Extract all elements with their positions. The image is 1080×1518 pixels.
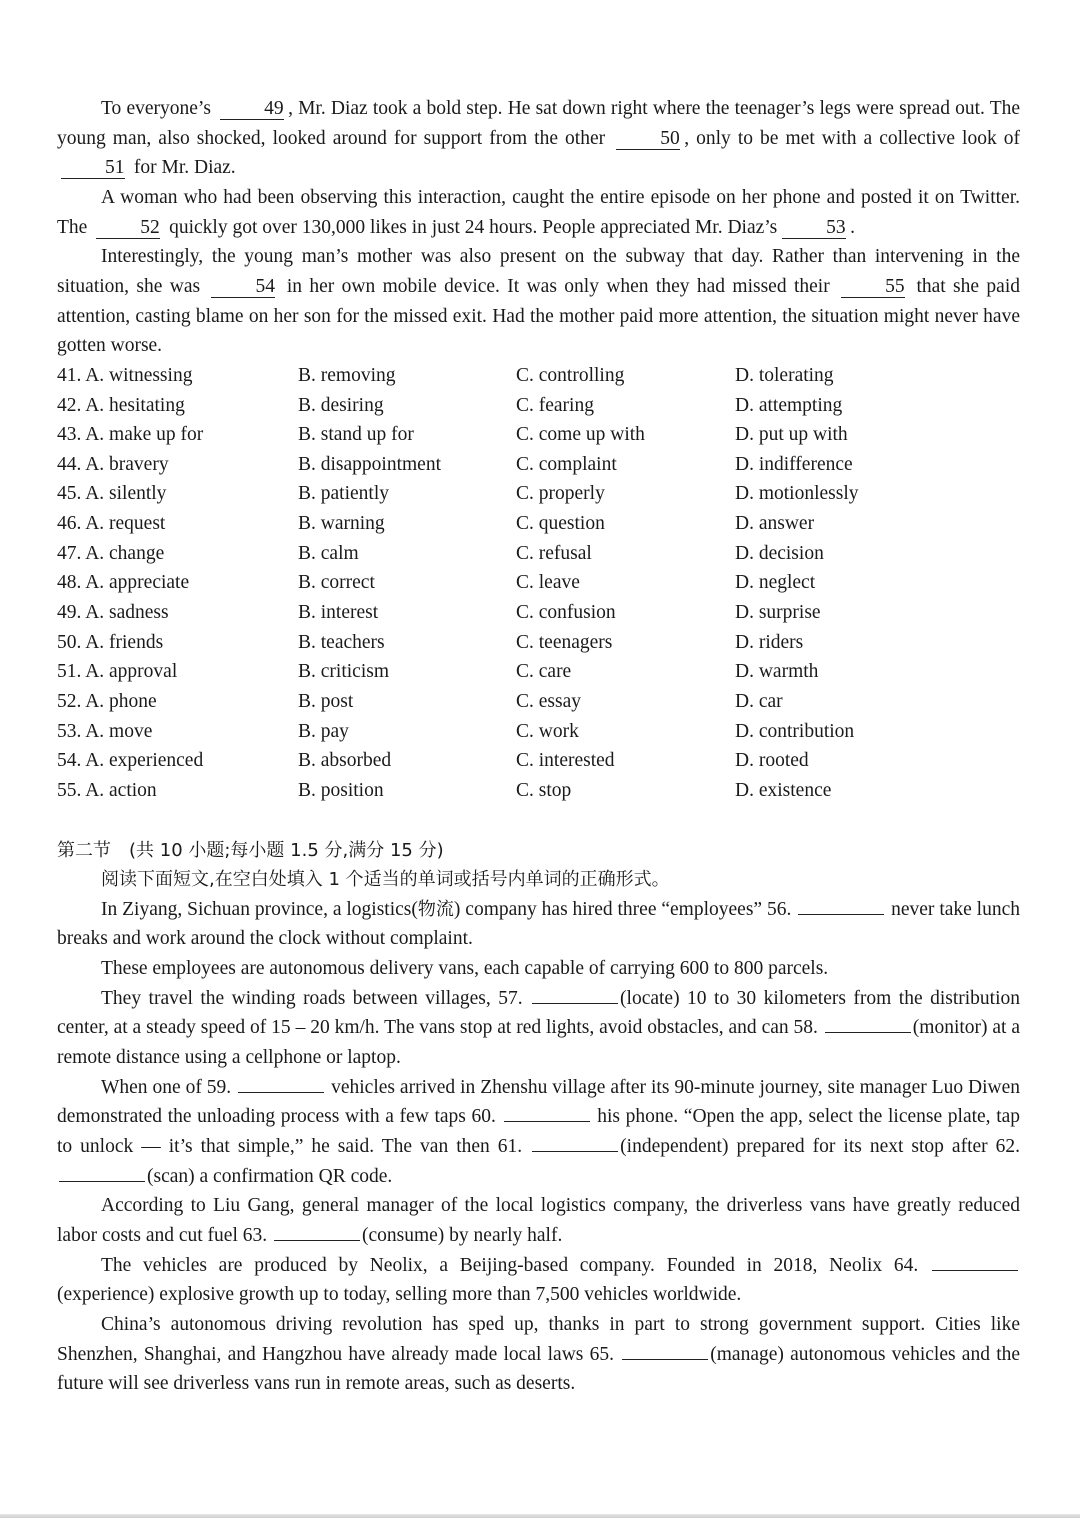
option-d: D. existence	[735, 779, 832, 801]
option-b: B. absorbed	[298, 750, 392, 772]
text: To everyone’s	[101, 98, 211, 119]
option-a-text: A. change	[85, 542, 165, 564]
option-a	[57, 539, 298, 569]
option-row-49	[57, 598, 1020, 628]
text: (experience) explosive growth up to today, selling more than 7,500 vehicles worldwide.	[57, 1284, 742, 1306]
text: When one of 59.	[101, 1076, 232, 1098]
option-b: B. teachers	[298, 631, 385, 653]
text: his phone. “Open the app, select the license plate, tap to unlock — it’s that simple,” he said. The van then 61.	[57, 1106, 1021, 1158]
option-a-text: A. bravery	[85, 453, 169, 475]
blank-51: 51	[61, 158, 125, 179]
option-a-text: A. approval	[85, 661, 178, 683]
option-d: D. tolerating	[735, 364, 834, 386]
text: vehicles arrived in Zhenshu village after its 90-minute journey, site manager Luo Diwen demonstrated the unloading process with a few taps 60.	[57, 1076, 1021, 1128]
cloze-paragraph-2	[57, 183, 1020, 242]
section-2-instruction: 阅读下面短文,在空白处填入 1 个适当的单词或括号内单词的正确形式。	[101, 869, 670, 891]
text: in her own mobile device. It was only when they had missed their	[286, 275, 830, 297]
text: In Ziyang, Sichuan province, a logistics(	[101, 898, 418, 920]
question-number: 53.	[57, 720, 82, 742]
blank-50: 50	[616, 129, 680, 150]
option-b: B. removing	[298, 364, 396, 386]
option-b: B. interest	[298, 602, 379, 624]
option-a	[57, 361, 298, 391]
option-c: C. teenagers	[516, 631, 613, 653]
option-a	[57, 746, 298, 776]
page-edge-divider	[0, 1514, 1080, 1518]
blank-60[interactable]	[504, 1103, 590, 1122]
option-b: B. criticism	[298, 661, 389, 683]
option-a-text: A. action	[85, 779, 157, 801]
text: According to Liu Gang, general manager of the local logistics company, the driverless vans have greatly reduced labor costs and cut fuel 63.	[57, 1195, 1020, 1247]
option-row-45	[57, 479, 1020, 509]
option-row-42	[57, 391, 1020, 421]
option-row-50	[57, 628, 1020, 658]
text: for Mr. Diaz.	[133, 157, 236, 179]
option-b: B. patiently	[298, 483, 389, 505]
blank-52: 52	[96, 218, 160, 239]
text: China’s autonomous driving revolution has sped up, thanks in part to strong government support. Cities like Shenzhen, Shanghai, and Hangzhou have already made local laws 65.	[57, 1314, 1020, 1365]
blank-63[interactable]	[274, 1222, 360, 1241]
option-a-text: A. witnessing	[85, 364, 193, 386]
option-c: C. refusal	[516, 542, 592, 564]
blank-49: 49	[220, 99, 284, 120]
text: (monitor) at a remote distance using a cellphone or laptop.	[57, 1017, 1021, 1069]
grammar-paragraph-2: These employees are autonomous delivery vans, each capable of carrying 600 to 800 parcels.	[101, 958, 829, 980]
blank-53: 53	[782, 218, 846, 239]
option-a	[57, 628, 298, 658]
option-d: D. neglect	[735, 572, 816, 594]
option-d: D. riders	[735, 631, 804, 653]
blank-65[interactable]	[622, 1341, 708, 1360]
option-c: C. essay	[516, 690, 581, 712]
question-number: 42.	[57, 394, 82, 416]
option-row-48	[57, 568, 1020, 598]
option-d: D. rooted	[735, 750, 809, 772]
option-row-41	[57, 361, 1020, 391]
option-a	[57, 450, 298, 480]
option-a	[57, 391, 298, 421]
option-a-text: A. sadness	[85, 602, 169, 624]
option-a	[57, 776, 298, 806]
option-d: D. attempting	[735, 394, 843, 416]
text: They travel the winding roads between villages, 57.	[101, 987, 523, 1009]
option-c: C. interested	[516, 750, 615, 772]
option-a-text: A. move	[85, 720, 153, 742]
option-row-46	[57, 509, 1020, 539]
question-number: 41.	[57, 364, 82, 386]
text: quickly got over 130,000 likes in just 24 hours. People appreciated Mr. Diaz’s	[169, 216, 778, 238]
answer-options	[57, 361, 1020, 806]
section-2-heading: 第二节 (共 10 小题;每小题 1.5 分,满分 15 分)	[57, 839, 444, 861]
option-d: D. surprise	[735, 602, 821, 624]
question-number: 45.	[57, 483, 82, 505]
option-row-44	[57, 450, 1020, 480]
option-c: C. complaint	[516, 453, 617, 475]
grammar-paragraph-5	[57, 1191, 1020, 1250]
blank-55: 55	[841, 277, 905, 298]
text: that she paid attention, casting blame on her son for the missed exit. Had the mother paid more attention, the situation might never have gotten worse.	[57, 275, 1020, 357]
cloze-paragraph-1	[57, 94, 1020, 183]
option-c: C. controlling	[516, 364, 625, 386]
option-d: D. decision	[735, 542, 824, 564]
option-b: B. post	[298, 690, 354, 712]
question-number: 55.	[57, 779, 82, 801]
option-a-text: A. silently	[85, 483, 167, 505]
blank-54: 54	[211, 277, 275, 298]
option-d: D. car	[735, 690, 783, 712]
option-c: C. confusion	[516, 602, 616, 624]
text: The vehicles are produced by Neolix, a Beijing-based company. Founded in 2018, Neolix 64.	[101, 1254, 919, 1276]
text: (scan) a confirmation QR code.	[147, 1165, 393, 1187]
option-b: B. desiring	[298, 394, 384, 416]
option-row-55	[57, 776, 1020, 806]
question-number: 52.	[57, 690, 82, 712]
text: A woman who had been observing this interaction, caught the entire episode on her phone and posted it on Twitter. The	[57, 186, 1020, 238]
question-number: 48.	[57, 572, 82, 594]
text: never take lunch breaks and work around the clock without complaint.	[57, 898, 1021, 950]
option-c: C. care	[516, 661, 572, 683]
grammar-paragraph-3	[57, 984, 1020, 1073]
text: (locate) 10 to 30 kilometers from the distribution center, at a steady speed of 15 – 20 km/h. The vans stop at red lights, avoid obstacles, and can 58.	[57, 987, 1020, 1039]
option-a-text: A. make up for	[85, 424, 204, 446]
question-number: 49.	[57, 602, 82, 624]
grammar-paragraph-1	[57, 895, 1020, 954]
option-d: D. warmth	[735, 661, 819, 683]
chinese-gloss: 物流	[417, 898, 454, 920]
cloze-paragraph-3	[57, 242, 1020, 361]
option-d: D. motionlessly	[735, 483, 859, 505]
option-a	[57, 420, 298, 450]
option-row-52	[57, 687, 1020, 717]
option-a-text: A. hesitating	[85, 394, 185, 416]
option-a-text: A. friends	[85, 631, 164, 653]
text: ) company has hired three “employees” 56.	[453, 898, 792, 920]
option-c: C. leave	[516, 572, 580, 594]
question-number: 54.	[57, 750, 82, 772]
option-d: D. contribution	[735, 720, 855, 742]
option-c: C. question	[516, 513, 605, 535]
text: Interestingly, the young man’s mother was also present on the subway that day. Rather than intervening in the situation, she was	[57, 246, 1020, 297]
option-a-text: A. phone	[85, 690, 157, 712]
option-row-54	[57, 746, 1020, 776]
question-number: 44.	[57, 453, 82, 475]
option-row-47	[57, 539, 1020, 569]
option-b: B. pay	[298, 720, 349, 742]
text: (manage) autonomous vehicles and the future will see driverless vans run in remote areas, such as deserts.	[57, 1343, 1021, 1395]
option-a	[57, 598, 298, 628]
grammar-paragraph-6	[57, 1251, 1020, 1310]
option-a	[57, 717, 298, 747]
option-a	[57, 568, 298, 598]
text: (consume) by nearly half.	[362, 1225, 563, 1247]
blank-57[interactable]	[532, 985, 618, 1004]
question-number: 50.	[57, 631, 82, 653]
option-a	[57, 509, 298, 539]
exam-page	[57, 94, 1020, 1399]
option-c: C. stop	[516, 779, 572, 801]
option-a	[57, 657, 298, 687]
option-b: B. warning	[298, 513, 385, 535]
text: .	[850, 216, 856, 238]
blank-62[interactable]	[59, 1163, 145, 1182]
question-number: 47.	[57, 542, 82, 564]
option-a-text: A. experienced	[85, 750, 204, 772]
option-row-43	[57, 420, 1020, 450]
option-c: C. fearing	[516, 394, 594, 416]
blank-61[interactable]	[532, 1133, 618, 1152]
blank-59[interactable]	[238, 1074, 324, 1093]
option-b: B. correct	[298, 572, 375, 594]
blank-64[interactable]	[932, 1252, 1018, 1271]
option-a-text: A. appreciate	[85, 572, 190, 594]
option-b: B. position	[298, 779, 384, 801]
grammar-paragraph-7	[57, 1310, 1020, 1399]
option-row-51	[57, 657, 1020, 687]
question-number: 46.	[57, 513, 82, 535]
option-row-53	[57, 717, 1020, 747]
text: , only to be met with a collective look of	[684, 127, 1021, 149]
text: , Mr. Diaz took a bold step. He sat down right where the teenager’s legs were spread out. The young man, also shocked, looked around for support from the other	[57, 98, 1021, 149]
option-c: C. properly	[516, 483, 605, 505]
option-b: B. disappointment	[298, 453, 441, 475]
blank-56[interactable]	[798, 896, 884, 915]
option-c: C. come up with	[516, 424, 645, 446]
grammar-paragraph-4	[57, 1073, 1020, 1192]
blank-58[interactable]	[825, 1014, 911, 1033]
option-a	[57, 479, 298, 509]
option-b: B. calm	[298, 542, 359, 564]
option-b: B. stand up for	[298, 424, 414, 446]
option-d: D. answer	[735, 513, 815, 535]
option-d: D. put up with	[735, 424, 848, 446]
option-a	[57, 687, 298, 717]
option-d: D. indifference	[735, 453, 853, 475]
text: (independent) prepared for its next stop after 62.	[620, 1136, 1021, 1158]
question-number: 43.	[57, 424, 82, 446]
option-a-text: A. request	[85, 513, 166, 535]
option-c: C. work	[516, 720, 579, 742]
question-number: 51.	[57, 661, 82, 683]
